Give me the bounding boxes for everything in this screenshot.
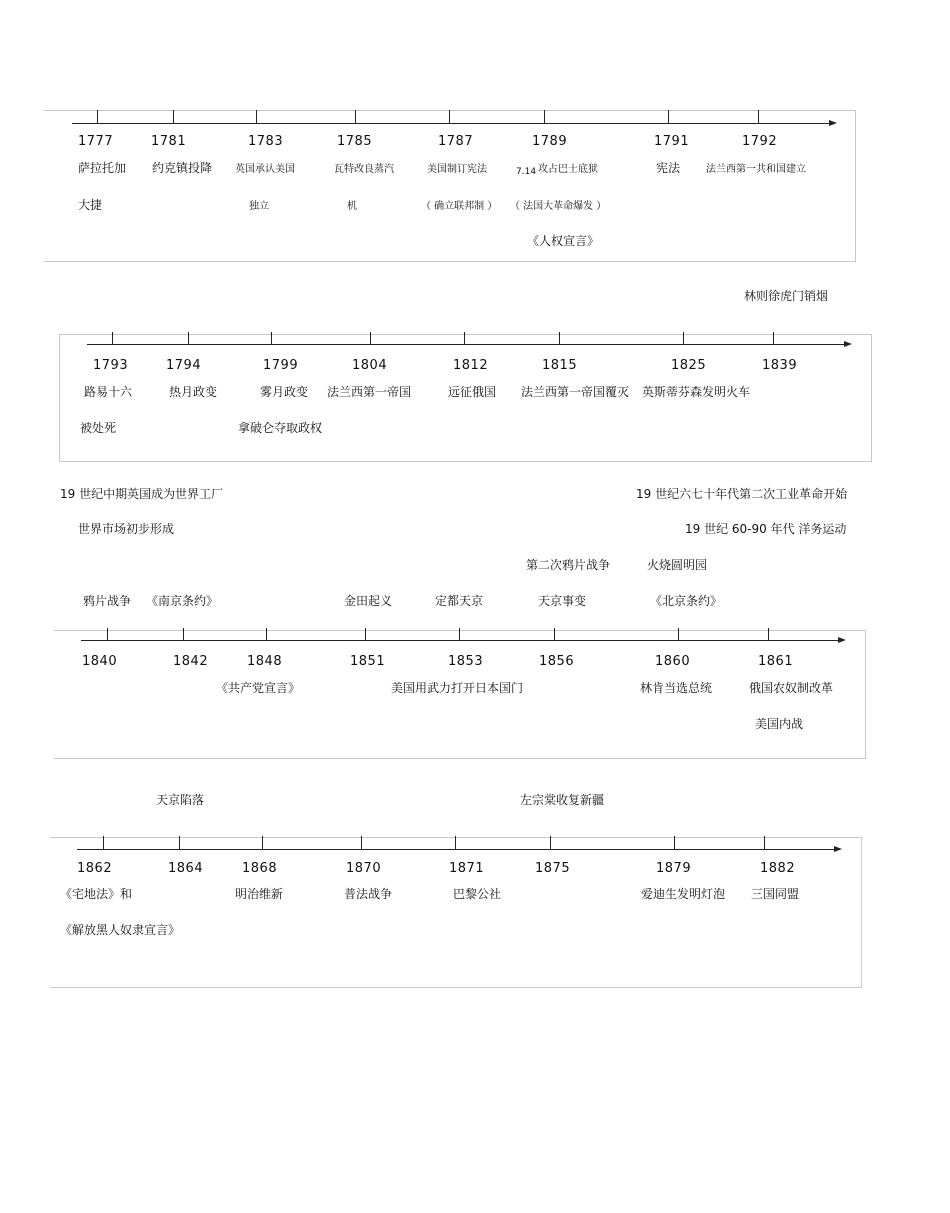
note-label: 19 世纪六七十年代第二次工业革命开始: [636, 487, 848, 501]
tick-1879: [674, 836, 675, 849]
axis-arrow-1: [829, 120, 837, 126]
event-label: 爱迪生发明灯泡: [641, 887, 726, 901]
tick-1791: [668, 110, 669, 123]
year-label: 1842: [173, 654, 209, 669]
event-label: 被处死: [80, 421, 117, 435]
event-label: 巴黎公社: [453, 887, 502, 901]
event-label: 大捷: [78, 198, 103, 212]
timeline-axis-2: [87, 344, 845, 345]
year-label: 1791: [654, 134, 690, 149]
event-label: 雾月政变: [260, 385, 309, 399]
year-label: 1783: [248, 134, 284, 149]
year-label: 1792: [742, 134, 778, 149]
tick-1804: [370, 332, 371, 345]
event-label: 《宅地法》和: [60, 887, 133, 901]
event-label: 宪法: [656, 161, 681, 175]
event-label: 7.14: [516, 167, 537, 177]
above-event-label: 金田起义: [344, 594, 393, 608]
year-label: 1825: [671, 358, 707, 373]
event-label: 法兰西第一共和国建立: [706, 164, 806, 175]
event-label: 萨拉托加: [78, 161, 127, 175]
event-label: 《人权宣言》: [527, 234, 600, 248]
year-label: 1882: [760, 861, 796, 876]
event-label: 美国内战: [755, 717, 804, 731]
event-label: 普法战争: [344, 887, 393, 901]
tick-1815: [559, 332, 560, 345]
year-label: 1851: [350, 654, 386, 669]
above-event-label: 天京事变: [538, 594, 587, 608]
timeline-axis-1: [72, 123, 830, 124]
year-label: 1787: [438, 134, 474, 149]
year-label: 1815: [542, 358, 578, 373]
year-label: 1879: [656, 861, 692, 876]
above-event-label: 鸦片战争: [83, 594, 132, 608]
event-label: 俄国农奴制改革: [749, 681, 834, 695]
tick-1853: [459, 628, 460, 641]
timeline-box-1: [44, 110, 856, 262]
year-label: 1812: [453, 358, 489, 373]
tick-1840: [107, 628, 108, 641]
timeline-axis-4: [77, 849, 835, 850]
year-label: 1840: [82, 654, 118, 669]
event-label: 明治维新: [235, 887, 284, 901]
event-label: 《共产党宣言》: [216, 681, 301, 695]
tick-1861: [768, 628, 769, 641]
tick-1777: [97, 110, 98, 123]
year-label: 1793: [93, 358, 129, 373]
event-label: 拿破仑夺取政权: [238, 421, 323, 435]
above-event-label: 天京陷落: [156, 793, 205, 807]
tick-1792: [758, 110, 759, 123]
event-label: 林肯当选总统: [640, 681, 713, 695]
tick-1864: [179, 836, 180, 849]
note-label: 林则徐虎门销烟: [744, 289, 829, 303]
event-label: 法兰西第一帝国: [327, 385, 412, 399]
tick-1839: [773, 332, 774, 345]
tick-1856: [554, 628, 555, 641]
event-label: 路易十六: [84, 385, 133, 399]
event-label: 英斯蒂芬森发明火车: [642, 385, 751, 399]
year-label: 1870: [346, 861, 382, 876]
event-label: 瓦特改良蒸汽: [334, 164, 394, 175]
above-event-label: 《北京条约》: [650, 594, 723, 608]
year-label: 1862: [77, 861, 113, 876]
event-label: 攻占巴士底狱: [538, 164, 598, 175]
note-label: 19 世纪中期英国成为世界工厂: [60, 487, 224, 501]
event-label: 美国用武力打开日本国门: [391, 681, 524, 695]
event-label: 机: [347, 201, 357, 212]
tick-1783: [256, 110, 257, 123]
event-label: 三国同盟: [751, 887, 800, 901]
event-label: 独立: [249, 201, 269, 212]
tick-1781: [173, 110, 174, 123]
tick-1868: [262, 836, 263, 849]
year-label: 1871: [449, 861, 485, 876]
above-event-label: 定都天京: [435, 594, 484, 608]
timeline-axis-3: [81, 640, 839, 641]
event-label: 法兰西第一帝国覆灭: [521, 385, 630, 399]
event-label: 约克镇投降: [152, 161, 213, 175]
year-label: 1864: [168, 861, 204, 876]
note-label: 世界市场初步形成: [78, 522, 175, 536]
event-label: 英国承认美国: [235, 164, 295, 175]
tick-1848: [266, 628, 267, 641]
year-label: 1785: [337, 134, 373, 149]
year-label: 1856: [539, 654, 575, 669]
tick-1875: [550, 836, 551, 849]
timeline-box-4: [50, 837, 862, 988]
axis-arrow-2: [844, 341, 852, 347]
above-event-label: 《南京条约》: [146, 594, 219, 608]
tick-1882: [764, 836, 765, 849]
year-label: 1848: [247, 654, 283, 669]
above-event-label: 火烧圆明园: [647, 558, 708, 572]
year-label: 1799: [263, 358, 299, 373]
tick-1825: [683, 332, 684, 345]
event-label: 美国制订宪法: [427, 164, 487, 175]
event-label: （ 法国大革命爆发 ）: [510, 201, 607, 212]
event-label: 《解放黑人奴隶宣言》: [60, 923, 181, 937]
year-label: 1868: [242, 861, 278, 876]
event-label: （ 确立联邦制 ）: [421, 201, 498, 212]
tick-1794: [188, 332, 189, 345]
year-label: 1860: [655, 654, 691, 669]
year-label: 1781: [151, 134, 187, 149]
year-label: 1804: [352, 358, 388, 373]
tick-1785: [355, 110, 356, 123]
year-label: 1789: [532, 134, 568, 149]
event-label: 远征俄国: [448, 385, 497, 399]
tick-1862: [103, 836, 104, 849]
year-label: 1875: [535, 861, 571, 876]
year-label: 1839: [762, 358, 798, 373]
above-event-label: 左宗棠收复新疆: [520, 793, 605, 807]
tick-1812: [464, 332, 465, 345]
tick-1870: [361, 836, 362, 849]
year-label: 1861: [758, 654, 794, 669]
event-label: 热月政变: [169, 385, 218, 399]
tick-1789: [544, 110, 545, 123]
year-label: 1853: [448, 654, 484, 669]
tick-1793: [112, 332, 113, 345]
year-label: 1777: [78, 134, 114, 149]
tick-1871: [455, 836, 456, 849]
above-event-label: 第二次鸦片战争: [526, 558, 611, 572]
tick-1787: [449, 110, 450, 123]
note-label: 19 世纪 60-90 年代 洋务运动: [685, 522, 847, 536]
tick-1851: [365, 628, 366, 641]
axis-arrow-3: [838, 637, 846, 643]
tick-1799: [271, 332, 272, 345]
tick-1860: [678, 628, 679, 641]
axis-arrow-4: [834, 846, 842, 852]
year-label: 1794: [166, 358, 202, 373]
tick-1842: [183, 628, 184, 641]
